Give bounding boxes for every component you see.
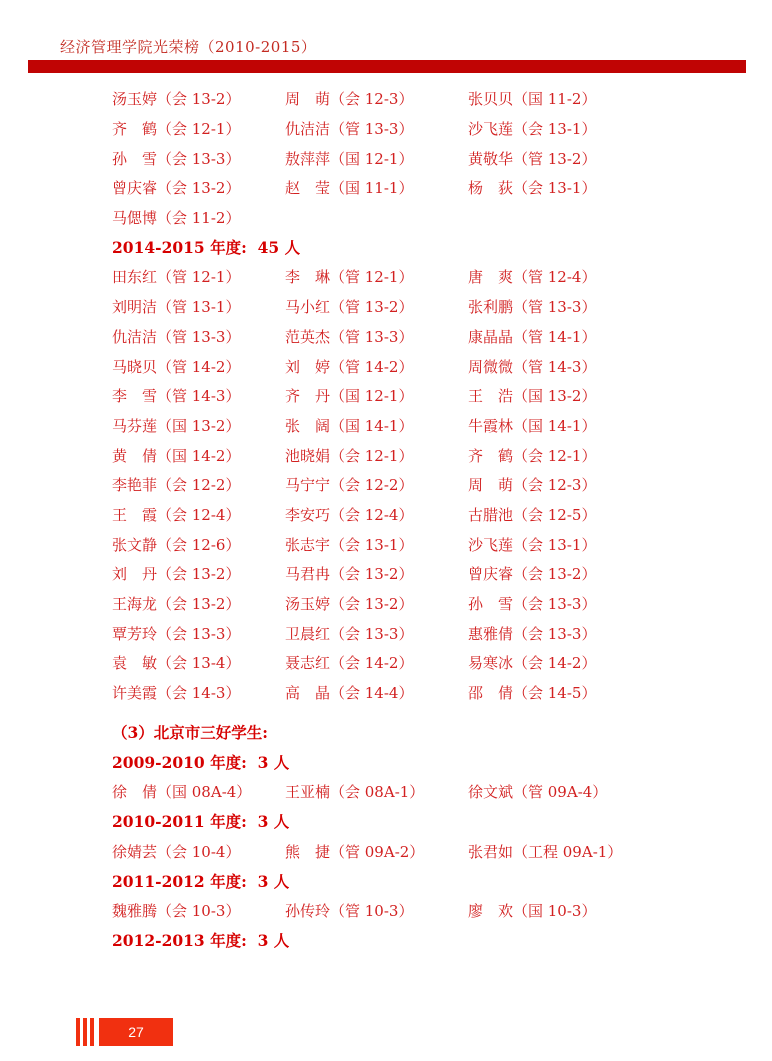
page-title: 经济管理学院光荣榜（2010-2015） [60,38,317,56]
honor-entry: 魏雅腾（会 10-3） [112,901,241,920]
honor-roll-row [112,559,732,589]
section-heading: （3）北京市三好学生: [112,723,269,743]
honor-entry: 熊 捷（管 09A-2） [285,842,425,861]
honor-entry: 范英杰（管 13-3） [285,327,414,346]
honor-entry: 孙 雪（会 13-3） [468,595,597,614]
honor-roll-row [112,529,732,559]
honor-entry: 古腊池（会 12-5） [468,505,597,524]
honor-entry: 孙传玲（管 10-3） [285,901,414,920]
honor-entry: 仇洁洁（管 13-3） [285,120,414,139]
honor-entry: 齐 鹤（会 12-1） [468,446,597,465]
honor-entry: 马晓贝（管 14-2） [112,357,241,376]
honor-entry: 周微微（管 14-3） [468,357,597,376]
honor-roll-row [112,84,732,114]
honor-entry: 曾庆睿（会 13-2） [468,565,597,584]
honor-entry: 李艳菲（会 12-2） [112,476,241,495]
honor-entry: 卫晨红（会 13-3） [285,624,414,643]
honor-entry: 牛霞林（国 14-1） [468,416,597,435]
honor-entry: 许美霞（会 14-3） [112,684,241,703]
honor-entry: 周 萌（会 12-3） [285,90,414,109]
honor-entry: 张 阔（国 14-1） [285,416,414,435]
honor-roll-row [112,777,732,807]
honor-roll-row [112,589,732,619]
honor-roll-row [112,500,732,530]
honor-roll-row [112,618,732,648]
honor-roll-row [112,470,732,500]
honor-entry: 杨 荻（会 13-1） [468,179,597,198]
honor-entry: 齐 鹤（会 12-1） [112,120,241,139]
honor-entry: 沙飞莲（会 13-1） [468,535,597,554]
honor-entry: 马芬莲（国 13-2） [112,416,241,435]
honor-roll-row [112,351,732,381]
honor-roll-row [112,203,732,233]
honor-entry: 汤玉婷（会 13-2） [112,90,241,109]
honor-roll-row [112,114,732,144]
honor-entry: 易寒冰（会 14-2） [468,654,597,673]
honor-entry: 马偲博（会 11-2） [112,209,241,228]
honor-entry: 沙飞莲（会 13-1） [468,120,597,139]
year-heading: 2014-2015 年度: 45 人 [112,238,301,258]
honor-entry: 聂志红（会 14-2） [285,654,414,673]
header-rule [28,60,746,73]
honor-entry: 汤玉婷（会 13-2） [285,595,414,614]
year-heading: 2010-2011 年度: 3 人 [112,812,290,832]
honor-roll-row [112,648,732,678]
honor-entry: 惠雅倩（会 13-3） [468,624,597,643]
honor-entry: 高 晶（会 14-4） [285,684,414,703]
honor-entry: 廖 欢（国 10-3） [468,901,597,920]
page-number: 27 [128,1024,144,1040]
honor-entry: 刘 婷（管 14-2） [285,357,414,376]
year-heading: 2011-2012 年度: 3 人 [112,871,290,891]
honor-entry: 张志宇（会 13-1） [285,535,414,554]
honor-roll-content [112,84,732,955]
honor-roll-row [112,836,732,866]
honor-entry: 赵 莹（国 11-1） [285,179,414,198]
honor-entry: 敖萍萍（国 12-1） [285,149,414,168]
footer-stripe [90,1018,94,1046]
honor-roll-row [112,262,732,292]
honor-roll-row [112,143,732,173]
honor-entry: 覃芳玲（会 13-3） [112,624,241,643]
honor-entry: 王海龙（会 13-2） [112,595,241,614]
honor-entry: 黄 倩（国 14-2） [112,446,241,465]
honor-entry: 田东红（管 12-1） [112,268,241,287]
honor-entry: 徐文斌（管 09A-4） [468,783,608,802]
honor-entry: 刘 丹（会 13-2） [112,565,241,584]
honor-entry: 仇洁洁（管 13-3） [112,327,241,346]
honor-entry: 袁 敏（会 13-4） [112,654,241,673]
honor-entry: 康晶晶（管 14-1） [468,327,597,346]
page-footer [76,1018,173,1046]
honor-entry: 黄敬华（管 13-2） [468,149,597,168]
page-number-badge [99,1018,173,1046]
honor-entry: 刘明洁（管 13-1） [112,298,241,317]
year-heading: 2009-2010 年度: 3 人 [112,752,290,772]
honor-entry: 张君如（工程 09A-1） [468,842,623,861]
honor-roll-row [112,292,732,322]
honor-entry: 徐 倩（国 08A-4） [112,783,252,802]
honor-entry: 马君冉（会 13-2） [285,565,414,584]
honor-entry: 张文静（会 12-6） [112,535,241,554]
honor-roll-row [112,896,732,926]
honor-entry: 邵 倩（会 14-5） [468,684,597,703]
footer-stripe [76,1018,80,1046]
honor-roll-row [112,440,732,470]
honor-entry: 李 琳（管 12-1） [285,268,414,287]
honor-entry: 李安巧（会 12-4） [285,505,414,524]
honor-entry: 孙 雪（会 13-3） [112,149,241,168]
honor-entry: 张利鹏（管 13-3） [468,298,597,317]
honor-roll-row [112,173,732,203]
honor-roll-row [112,381,732,411]
honor-entry: 李 雪（管 14-3） [112,387,241,406]
honor-entry: 唐 爽（管 12-4） [468,268,597,287]
honor-entry: 王 霞（会 12-4） [112,505,241,524]
honor-entry: 徐婧芸（会 10-4） [112,842,241,861]
honor-entry: 池晓娟（会 12-1） [285,446,414,465]
honor-entry: 王亚楠（会 08A-1） [285,783,425,802]
honor-entry: 马宁宁（会 12-2） [285,476,414,495]
honor-roll-row [112,411,732,441]
honor-entry: 张贝贝（国 11-2） [468,90,597,109]
honor-entry: 齐 丹（国 12-1） [285,387,414,406]
honor-entry: 周 萌（会 12-3） [468,476,597,495]
footer-stripe [83,1018,87,1046]
honor-entry: 马小红（管 13-2） [285,298,414,317]
honor-entry: 王 浩（国 13-2） [468,387,597,406]
honor-roll-row [112,322,732,352]
honor-roll-row [112,678,732,708]
year-heading: 2012-2013 年度: 3 人 [112,931,290,951]
honor-entry: 曾庆睿（会 13-2） [112,179,241,198]
